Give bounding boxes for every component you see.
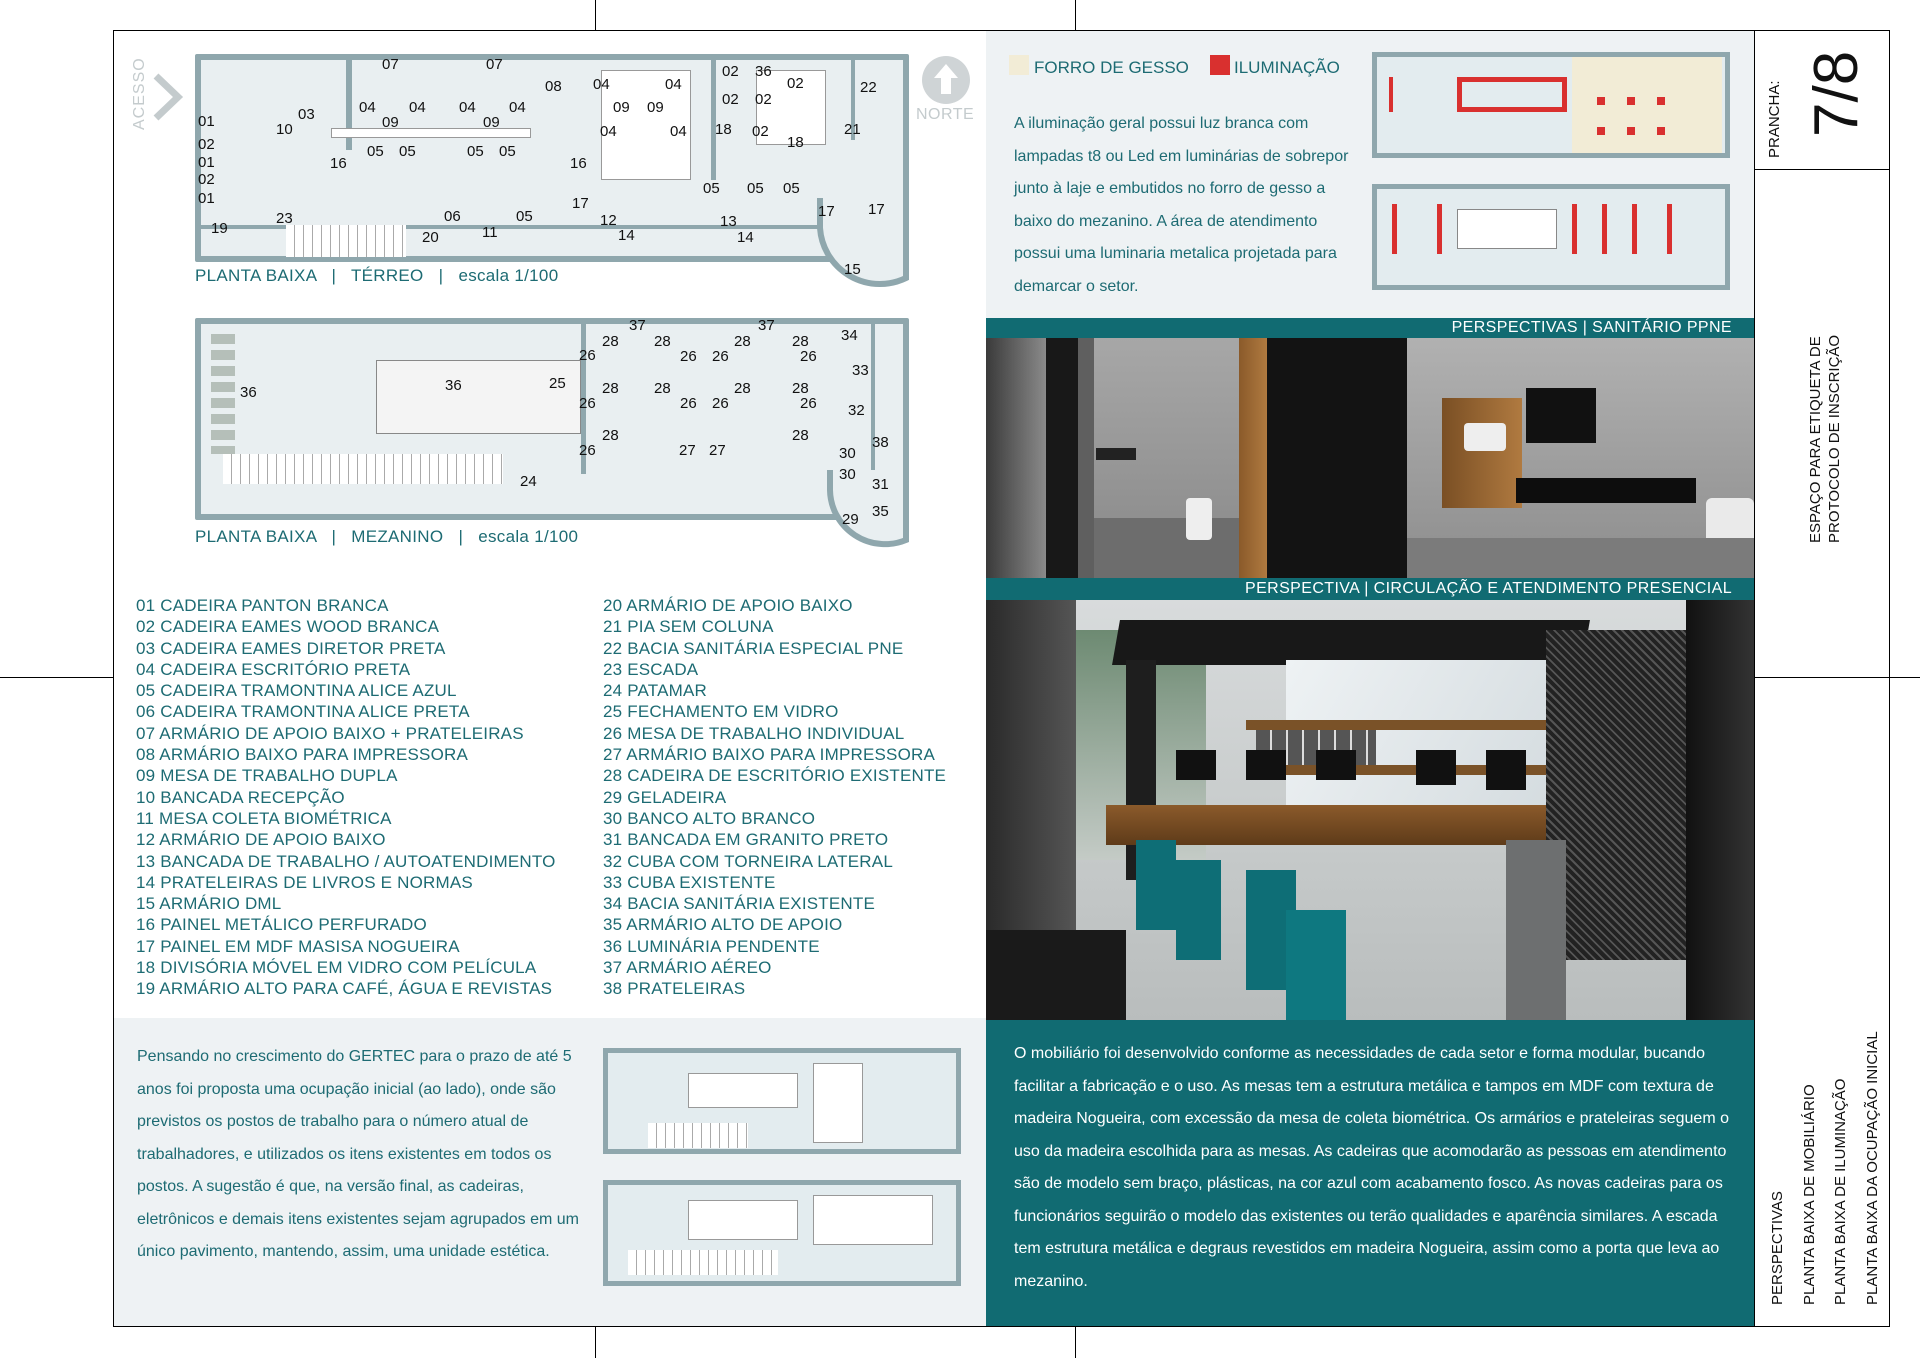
- plan-number-label: 09: [483, 114, 500, 131]
- prancha-label: PRANCHA:: [1766, 80, 1783, 158]
- legend-item: 33 CUBA EXISTENTE: [603, 872, 776, 892]
- plan-number-label: 04: [593, 76, 610, 93]
- plan-number-label: 13: [720, 213, 737, 230]
- plan-number-label: 08: [545, 78, 562, 95]
- plan-number-label: 05: [703, 180, 720, 197]
- plan-number-label: 28: [654, 380, 671, 397]
- plan-number-label: 02: [722, 63, 739, 80]
- crop-mark: [595, 1327, 596, 1358]
- plan-number-label: 09: [647, 99, 664, 116]
- acesso-label: ACESSO: [131, 57, 148, 130]
- furniture-description: O mobiliário foi desenvolvido conforme as necessidades de cada setor e forma modular, bucando facilitar a fabricação e o uso. As mesas tem a estrutura metálica e tampos em MDF com textura de madeira Nogueira, com excessão da mesa de coleta biométrica. Os armários e prateleiras seguem o uso da madeira escolhida para as mesas. As cadeiras que acomodarão as pessoas em atendimento são de modelo sem braço, plásticas, na cor azul com acabamento fosco. As novas cadeiras para os funcionários seguirão o modelo das existentes ou terão qualidades e aparência similares. A escada tem estrutura metálica e degraus revestidos em madeira Nogueira, assim como a porta que leva ao mezanino.: [1014, 1045, 1729, 1290]
- crop-mark: [0, 677, 113, 678]
- circulacao-render: [986, 600, 1754, 1020]
- plan-number-label: 31: [872, 476, 889, 493]
- plan-number-label: 28: [602, 333, 619, 350]
- sheet-number: 7/8: [1802, 50, 1871, 137]
- plan-number-label: 02: [722, 91, 739, 108]
- circulacao-title-band: PERSPECTIVA | CIRCULAÇÃO E ATENDIMENTO PRESENCIAL: [986, 578, 1754, 600]
- plan-number-label: 36: [445, 377, 462, 394]
- legend-item: 36 LUMINÁRIA PENDENTE: [603, 936, 820, 956]
- plan-number-label: 36: [755, 63, 772, 80]
- plan-number-label: 04: [670, 123, 687, 140]
- contents-item: PLANTA BAIXA DE MOBILIÁRIO: [1800, 1084, 1818, 1305]
- legend-item: 02 CADEIRA EAMES WOOD BRANCA: [136, 617, 440, 637]
- inscription-line: PROTOCOLO DE INSCRIÇÃO: [1826, 334, 1843, 543]
- plan-number-label: 04: [459, 99, 476, 116]
- plan-number-label: 26: [579, 347, 596, 364]
- plan-number-label: 03: [298, 106, 315, 123]
- plan-number-label: 01: [198, 113, 215, 130]
- plan-number-label: 35: [872, 503, 889, 520]
- legend-item: 22 BACIA SANITÁRIA ESPECIAL PNE: [603, 638, 904, 658]
- legend-item: 05 CADEIRA TRAMONTINA ALICE AZUL: [136, 681, 457, 701]
- plan-number-label: 04: [359, 99, 376, 116]
- plan-number-label: 21: [844, 121, 861, 138]
- legend-item: 16 PAINEL METÁLICO PERFURADO: [136, 915, 427, 935]
- legend-item: 10 BANCADA RECEPÇÃO: [136, 787, 345, 807]
- plan-number-label: 17: [868, 201, 885, 218]
- plan-number-label: 37: [758, 317, 775, 334]
- plan-number-label: 33: [852, 362, 869, 379]
- legend-item: 06 CADEIRA TRAMONTINA ALICE PRETA: [136, 702, 470, 722]
- furniture-legend-right: [603, 595, 946, 1000]
- plan-number-label: 14: [737, 229, 754, 246]
- plan-number-label: 32: [848, 402, 865, 419]
- plan-number-label: 30: [839, 445, 856, 462]
- legend-item: 27 ARMÁRIO BAIXO PARA IMPRESSORA: [603, 745, 936, 765]
- plan-number-label: 05: [399, 143, 416, 160]
- plan-number-label: 10: [276, 121, 293, 138]
- plan-number-label: 18: [715, 121, 732, 138]
- plan-number-label: 05: [467, 143, 484, 160]
- legend-item: 03 CADEIRA EAMES DIRETOR PRETA: [136, 638, 446, 658]
- gesso-legend-label: FORRO DE GESSO: [1034, 58, 1189, 77]
- sanitario-title-band: PERSPECTIVAS | SANITÁRIO PPNE: [986, 318, 1754, 338]
- plan-number-label: 28: [792, 333, 809, 350]
- occupation-plan-terreo: [603, 1048, 961, 1154]
- inscription-line: ESPAÇO PARA ETIQUETA DE: [1807, 336, 1824, 543]
- crop-mark: [1890, 677, 1920, 678]
- plan-number-label: 15: [844, 261, 861, 278]
- legend-item: 13 BANCADA DE TRABALHO / AUTOATENDIMENTO: [136, 851, 556, 871]
- plan-number-label: 38: [872, 434, 889, 451]
- title-block-divider: [1754, 169, 1890, 170]
- occupation-plan-mezanino: [603, 1180, 961, 1286]
- legend-item: 20 ARMÁRIO DE APOIO BAIXO: [603, 596, 853, 615]
- legend-item: 08 ARMÁRIO BAIXO PARA IMPRESSORA: [136, 745, 469, 765]
- legend-item: 26 MESA DE TRABALHO INDIVIDUAL: [603, 723, 905, 743]
- inscription-label: [1806, 335, 1844, 543]
- plan-number-label: 02: [787, 75, 804, 92]
- plan-number-label: 07: [382, 56, 399, 73]
- plan-number-label: 04: [509, 99, 526, 116]
- plan-number-label: 26: [712, 395, 729, 412]
- plan-number-label: 30: [839, 466, 856, 483]
- legend-item: 32 CUBA COM TORNEIRA LATERAL: [603, 851, 893, 871]
- crop-mark: [1075, 1327, 1076, 1358]
- legend-item: 07 ARMÁRIO DE APOIO BAIXO + PRATELEIRAS: [136, 723, 524, 743]
- norte-label: NORTE: [916, 106, 975, 123]
- legend-item: 24 PATAMAR: [603, 681, 708, 701]
- plan-number-label: 06: [444, 208, 461, 225]
- legend-item: 25 FECHAMENTO EM VIDRO: [603, 702, 839, 722]
- legend-item: 14 PRATELEIRAS DE LIVROS E NORMAS: [136, 872, 473, 892]
- plan-number-label: 18: [787, 134, 804, 151]
- legend-item: 15 ARMÁRIO DML: [136, 894, 282, 914]
- north-arrow-icon: [920, 54, 972, 106]
- plan-number-label: 27: [709, 442, 726, 459]
- plan-number-label: 05: [783, 180, 800, 197]
- plan-number-label: 05: [367, 143, 384, 160]
- plan-number-label: 27: [679, 442, 696, 459]
- title-block-divider: [1754, 677, 1890, 678]
- legend-item: 17 PAINEL EM MDF MASISA NOGUEIRA: [136, 936, 460, 956]
- terreo-plan-label: PLANTA BAIXA | TÉRREO | escala 1/100: [195, 266, 559, 285]
- legend-item: 12 ARMÁRIO DE APOIO BAIXO: [136, 830, 386, 850]
- plan-number-label: 26: [579, 395, 596, 412]
- plan-number-label: 28: [602, 427, 619, 444]
- plan-number-label: 34: [841, 327, 858, 344]
- legend-item: 30 BANCO ALTO BRANCO: [603, 808, 816, 828]
- mezanino-plan-label: PLANTA BAIXA | MEZANINO | escala 1/100: [195, 527, 579, 546]
- plan-number-label: 07: [486, 56, 503, 73]
- legend-item: 31 BANCADA EM GRANITO PRETO: [603, 830, 889, 850]
- plan-number-label: 28: [654, 333, 671, 350]
- plan-number-label: 16: [330, 155, 347, 172]
- plan-number-label: 26: [680, 395, 697, 412]
- plan-number-label: 02: [198, 136, 215, 153]
- legend-item: 11 MESA COLETA BIOMÉTRICA: [136, 808, 392, 828]
- plan-number-label: 36: [240, 384, 257, 401]
- legend-item: 01 CADEIRA PANTON BRANCA: [136, 596, 389, 615]
- plan-number-label: 01: [198, 190, 215, 207]
- legend-item: 37 ARMÁRIO AÉREO: [603, 958, 772, 978]
- plan-number-label: 02: [755, 91, 772, 108]
- legend-item: 34 BACIA SANITÁRIA EXISTENTE: [603, 894, 876, 914]
- contents-item: PLANTA BAIXA DA OCUPAÇÃO INICIAL: [1863, 1031, 1881, 1305]
- plan-number-label: 02: [198, 171, 215, 188]
- plan-number-label: 04: [600, 123, 617, 140]
- plan-number-label: 12: [600, 212, 617, 229]
- plan-number-label: 19: [211, 220, 228, 237]
- plan-number-label: 05: [499, 143, 516, 160]
- crop-mark: [1075, 0, 1076, 30]
- plan-number-label: 25: [549, 375, 566, 392]
- plan-number-label: 09: [382, 114, 399, 131]
- legend-item: 35 ARMÁRIO ALTO DE APOIO: [603, 915, 843, 935]
- plan-number-label: 02: [752, 123, 769, 140]
- contents-item: PERSPECTIVAS: [1769, 1191, 1786, 1305]
- plan-number-label: 26: [680, 348, 697, 365]
- plan-number-label: 04: [409, 99, 426, 116]
- plan-number-label: 16: [570, 155, 587, 172]
- plan-number-label: 28: [734, 333, 751, 350]
- plan-number-label: 05: [747, 180, 764, 197]
- plan-number-label: 28: [792, 380, 809, 397]
- plan-number-label: 28: [734, 380, 751, 397]
- access-arrow-icon: [150, 72, 186, 122]
- plan-number-label: 26: [712, 348, 729, 365]
- plan-number-label: 29: [842, 511, 859, 528]
- plan-number-label: 22: [860, 79, 877, 96]
- lighting-description: A iluminação geral possui luz branca com lampadas t8 ou Led em luminárias de sobrepor junto à laje e embutidos no forro de gesso a baixo do mezanino. A área de atendimento possui uma luminaria metalica projetada para demarcar o setor.: [1014, 115, 1349, 295]
- title-block-divider: [1754, 30, 1755, 1327]
- legend-item: 38 PRATELEIRAS: [603, 979, 746, 999]
- plan-number-label: 17: [572, 195, 589, 212]
- plan-number-label: 11: [482, 224, 498, 241]
- plan-number-label: 17: [818, 203, 835, 220]
- plan-number-label: 26: [800, 395, 817, 412]
- plan-number-label: 05: [516, 208, 533, 225]
- plan-number-label: 28: [602, 380, 619, 397]
- plan-number-label: 23: [276, 210, 293, 227]
- plan-number-label: 14: [618, 227, 635, 244]
- plan-number-label: 09: [613, 99, 630, 116]
- legend-item: 18 DIVISÓRIA MÓVEL EM VIDRO COM PELÍCULA: [136, 958, 537, 978]
- occupation-description: Pensando no crescimento do GERTEC para o prazo de até 5 anos foi proposta uma ocupação inicial (ao lado), onde são previstos os postos de trabalho para o número atual de trabalhadores, e utilizados os itens existentes em todos os postos. A sugestão é que, na versão final, as cadeiras, eletrônicos e demais itens existentes sejam agrupados em um único pavimento, mantendo, assim, uma unidade estética.: [137, 1048, 579, 1260]
- sheet-contents: [1762, 1031, 1888, 1305]
- legend-item: 28 CADEIRA DE ESCRITÓRIO EXISTENTE: [603, 766, 947, 786]
- iluminacao-legend-label: ILUMINAÇÃO: [1234, 58, 1340, 77]
- plan-number-label: 26: [579, 442, 596, 459]
- legend-item: 23 ESCADA: [603, 659, 699, 679]
- legend-item: 09 MESA DE TRABALHO DUPLA: [136, 766, 398, 786]
- legend-item: 29 GELADEIRA: [603, 787, 727, 807]
- sanitario-render: [986, 338, 1754, 578]
- furniture-legend-left: [136, 595, 556, 1000]
- plan-number-label: 26: [800, 348, 817, 365]
- legend-item: 19 ARMÁRIO ALTO PARA CAFÉ, ÁGUA E REVISTAS: [136, 979, 553, 999]
- lighting-plan-terreo: [1372, 52, 1730, 158]
- plan-number-label: 37: [629, 317, 646, 334]
- legend-item: 21 PIA SEM COLUNA: [603, 617, 774, 637]
- iluminacao-swatch: [1210, 55, 1230, 75]
- plan-number-label: 04: [665, 76, 682, 93]
- plan-number-label: 24: [520, 473, 537, 490]
- lighting-plan-mezanino: [1372, 184, 1730, 290]
- plan-number-label: 20: [422, 229, 439, 246]
- plan-number-label: 01: [198, 154, 215, 171]
- plan-number-label: 28: [792, 427, 809, 444]
- contents-item: PLANTA BAIXA DE ILUMINAÇÃO: [1832, 1078, 1849, 1305]
- gesso-swatch: [1009, 55, 1029, 75]
- legend-item: 04 CADEIRA ESCRITÓRIO PRETA: [136, 659, 411, 679]
- crop-mark: [595, 0, 596, 30]
